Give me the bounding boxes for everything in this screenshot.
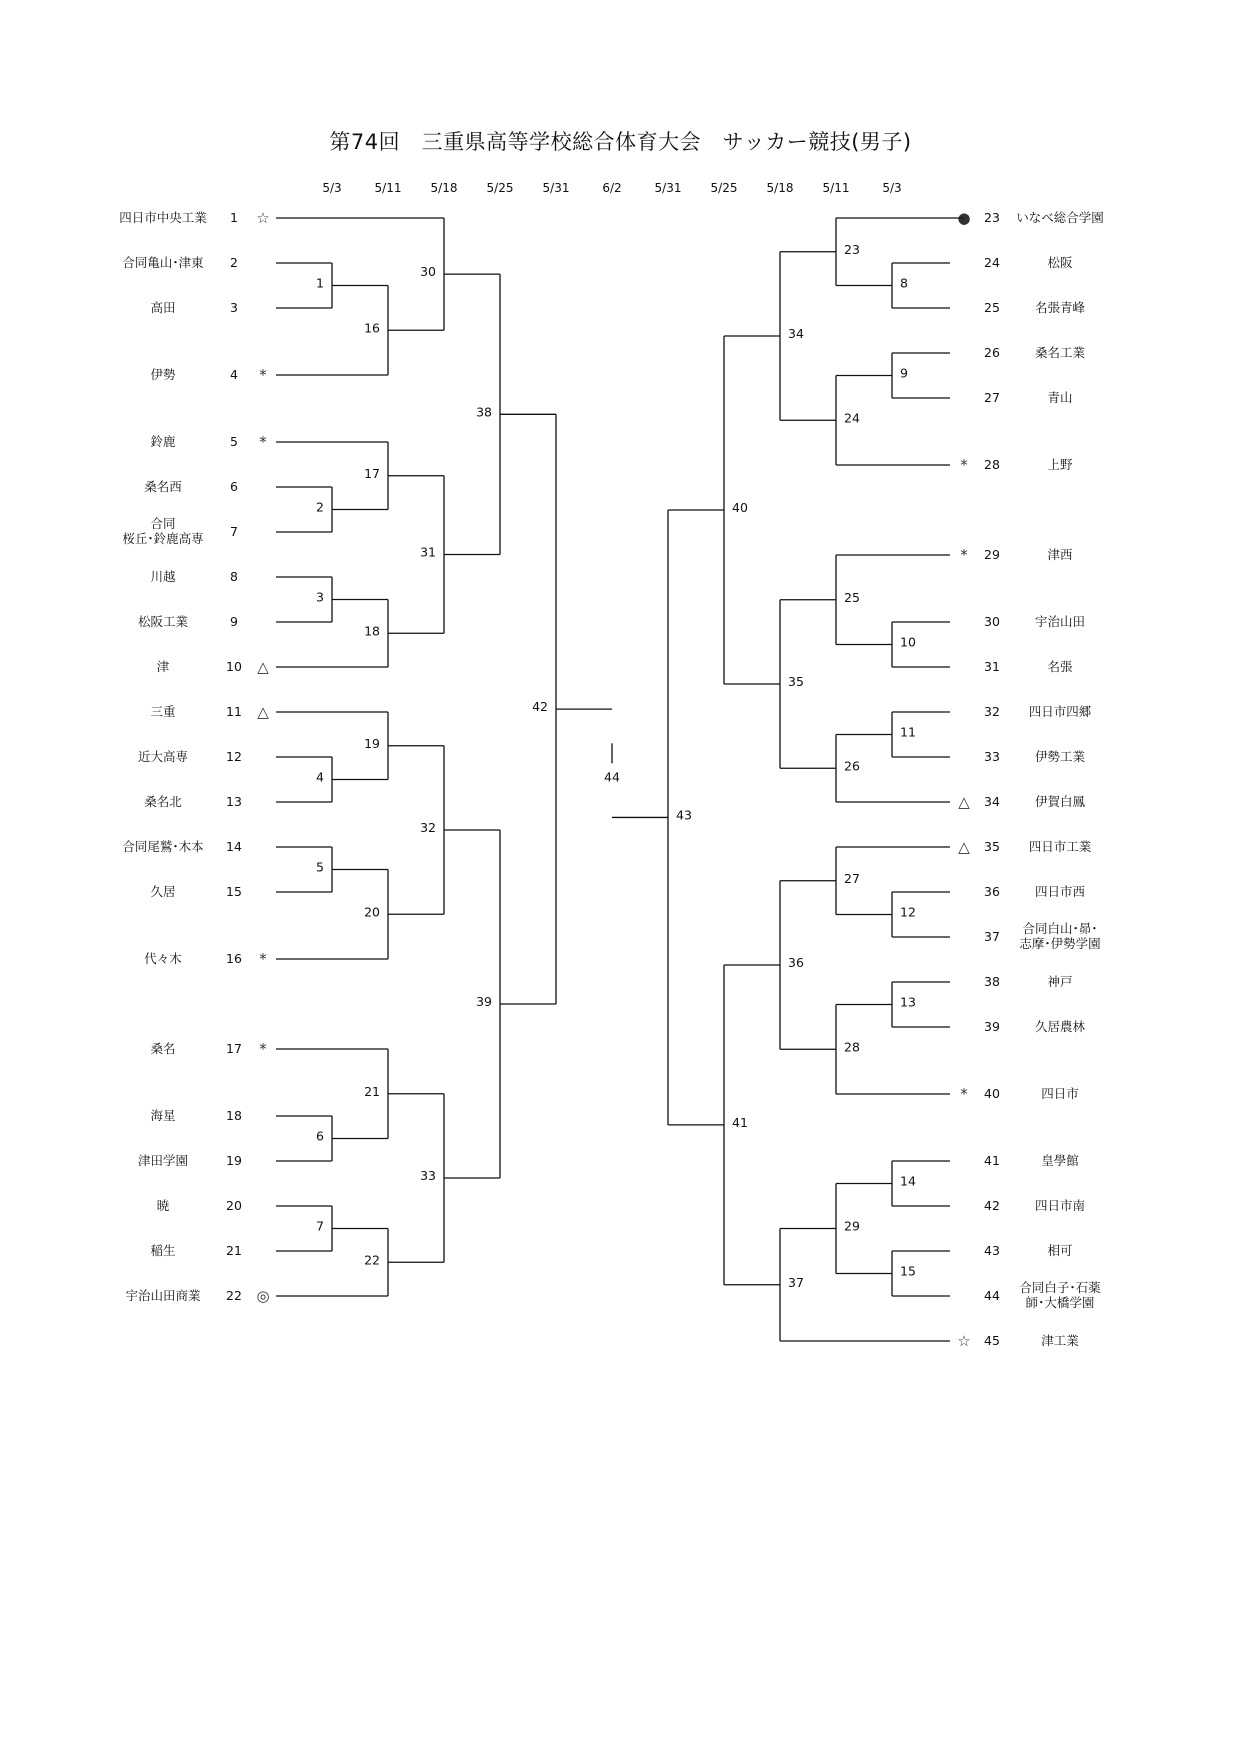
team-number: 19 [226,1153,242,1168]
seed-mark: ☆ [256,209,270,227]
team-name: 伊勢工業 [1034,749,1086,764]
team-number: 29 [984,547,1000,562]
team-name: 久居農林 [1034,1019,1086,1034]
round-date: 5/25 [486,181,514,195]
seed-mark: ● [957,209,971,227]
team-number: 33 [984,749,1000,764]
round-date: 5/11 [374,181,402,195]
round-date: 5/18 [430,181,458,195]
match-number: 40 [732,500,748,515]
team-name: 松阪 [1047,255,1073,270]
seed-mark: * [259,366,267,384]
match-number: 1 [316,275,324,291]
match-number: 10 [900,634,916,650]
team-name: 桑名北 [144,794,182,809]
match-number: 25 [844,589,860,605]
team-name: 川越 [150,569,176,584]
team-number: 21 [226,1243,242,1258]
match-number: 8 [900,275,908,291]
match-number: 2 [316,499,324,515]
team-name: 津西 [1047,547,1073,562]
team-name: 上野 [1047,457,1073,472]
team-name: 名張 [1047,659,1073,674]
team-number: 13 [226,794,242,809]
match-number: 9 [900,365,908,381]
team-number: 7 [230,524,238,539]
team-name: 津 [156,659,170,674]
team-number: 16 [226,951,242,966]
round-date: 5/31 [654,181,682,195]
match-number: 3 [316,589,324,605]
final-date: 6/2 [602,181,622,195]
seed-mark: △ [257,703,269,721]
team-name: 合同 [150,516,176,531]
team-number: 42 [984,1198,1000,1213]
team-name: 稲生 [150,1243,176,1258]
team-number: 15 [226,884,242,899]
team-name: 皇學館 [1041,1153,1079,1168]
round-date: 5/3 [882,181,902,195]
team-name: 桑名 [150,1041,176,1056]
team-name: 四日市南 [1034,1198,1086,1213]
team-name: 桜丘･鈴鹿高専 [122,531,204,546]
match-number: 39 [476,994,492,1009]
match-number: 12 [900,904,916,920]
team-name: 四日市四郷 [1028,704,1092,719]
team-name: 志摩･伊勢学園 [1019,936,1101,951]
team-name: 津工業 [1041,1333,1079,1348]
team-name: 久居 [150,884,176,899]
match-number: 21 [364,1083,380,1099]
seed-mark: △ [958,793,970,811]
team-number: 41 [984,1153,1000,1168]
team-number: 31 [984,659,1000,674]
team-number: 9 [230,614,238,629]
match-number: 42 [532,699,548,715]
match-number: 38 [476,404,492,420]
team-name: 名張青峰 [1034,300,1086,315]
team-name: 宇治山田 [1034,614,1086,629]
team-number: 43 [984,1243,1000,1258]
round-date: 5/25 [710,181,738,195]
team-number: 26 [984,345,1000,360]
team-name: 鈴鹿 [150,434,176,449]
team-name: いなべ総合学園 [1016,210,1104,225]
match-number: 20 [364,904,380,920]
match-number: 18 [364,623,380,639]
team-number: 24 [984,255,1000,270]
round-date: 5/18 [766,181,794,195]
team-name: 伊賀白鳳 [1034,794,1086,809]
team-number: 25 [984,300,1000,315]
team-number: 30 [984,614,1000,629]
match-number: 26 [844,758,860,774]
match-number: 17 [364,465,380,481]
seed-mark: * [960,456,968,474]
seed-mark: * [259,950,267,968]
seed-mark: △ [958,838,970,856]
page-title: 第74回 三重県高等学校総合体育大会 サッカー競技(男子) [329,130,912,154]
team-number: 45 [984,1333,1000,1348]
team-number: 37 [984,929,1000,944]
match-number: 44 [604,769,620,785]
team-name: 合同白子･石薬 [1019,1280,1101,1295]
team-number: 2 [230,255,238,270]
team-name: 四日市西 [1034,884,1086,899]
team-number: 11 [226,704,242,719]
match-number: 4 [316,769,324,785]
team-number: 28 [984,457,1000,472]
match-number: 22 [364,1252,380,1268]
team-name: 青山 [1047,390,1073,405]
team-number: 27 [984,390,1000,405]
round-date: 5/11 [822,181,850,195]
team-name: 海星 [150,1108,176,1123]
match-number: 23 [844,241,860,257]
match-number: 19 [364,735,380,751]
team-number: 44 [984,1288,1000,1303]
team-number: 6 [230,479,238,494]
team-number: 22 [226,1288,242,1303]
match-number: 15 [900,1263,916,1279]
team-name: 相可 [1047,1243,1073,1258]
match-number: 37 [788,1274,804,1290]
team-name: 伊勢 [150,367,176,382]
match-number: 35 [788,674,804,689]
team-name: 津田学園 [137,1153,189,1168]
team-number: 4 [230,367,238,382]
match-number: 36 [788,955,804,970]
match-number: 41 [732,1114,748,1130]
team-name: 三重 [150,704,176,719]
round-date: 5/3 [322,181,342,195]
team-number: 1 [230,210,238,225]
seed-mark: △ [257,658,269,676]
team-number: 18 [226,1108,242,1123]
team-number: 32 [984,704,1000,719]
team-name: 高田 [150,300,176,315]
team-number: 17 [226,1041,242,1056]
match-number: 24 [844,410,860,426]
match-number: 29 [844,1218,860,1234]
match-number: 31 [420,544,436,560]
seed-mark: ☆ [957,1332,971,1350]
team-name: 神戸 [1047,974,1073,989]
team-name: 四日市 [1041,1086,1079,1101]
team-number: 3 [230,300,238,315]
match-number: 30 [420,264,436,280]
match-number: 11 [900,724,916,740]
team-number: 34 [984,794,1000,809]
team-number: 12 [226,749,242,764]
match-number: 28 [844,1039,860,1055]
team-number: 8 [230,569,238,584]
round-date: 5/31 [542,181,570,195]
match-number: 7 [316,1218,324,1234]
team-number: 39 [984,1019,1000,1034]
team-name: 合同白山･昴･ [1022,921,1098,936]
team-name: 合同尾鷲･木本 [122,839,204,854]
team-name: 合同亀山･津東 [122,255,204,270]
team-number: 38 [984,974,1000,989]
seed-mark: * [259,433,267,451]
match-number: 32 [420,820,436,835]
seed-mark: ◎ [256,1287,270,1305]
team-name: 松阪工業 [137,614,189,629]
team-number: 5 [230,434,238,449]
match-number: 34 [788,326,804,341]
team-name: 師･大橋学園 [1025,1295,1095,1310]
team-name: 四日市中央工業 [119,210,207,225]
match-number: 33 [420,1168,436,1183]
team-name: 四日市工業 [1028,839,1092,854]
seed-mark: * [960,546,968,564]
team-number: 40 [984,1086,1000,1101]
team-name: 近大高専 [137,749,189,764]
match-number: 5 [316,859,324,875]
team-name: 桑名西 [144,479,182,494]
match-number: 13 [900,994,916,1010]
team-number: 36 [984,884,1000,899]
team-name: 暁 [156,1198,170,1213]
team-number: 14 [226,839,242,854]
team-number: 23 [984,210,1000,225]
team-number: 10 [226,659,242,674]
team-number: 20 [226,1198,242,1213]
team-number: 35 [984,839,1000,854]
seed-mark: * [960,1085,968,1103]
team-name: 代々木 [144,951,182,966]
match-number: 16 [364,320,380,336]
match-number: 43 [676,807,692,823]
team-name: 桑名工業 [1034,345,1086,360]
seed-mark: * [259,1040,267,1058]
match-number: 27 [844,870,860,886]
match-number: 14 [900,1173,916,1189]
match-number: 6 [316,1128,324,1144]
team-name: 宇治山田商業 [125,1288,201,1303]
